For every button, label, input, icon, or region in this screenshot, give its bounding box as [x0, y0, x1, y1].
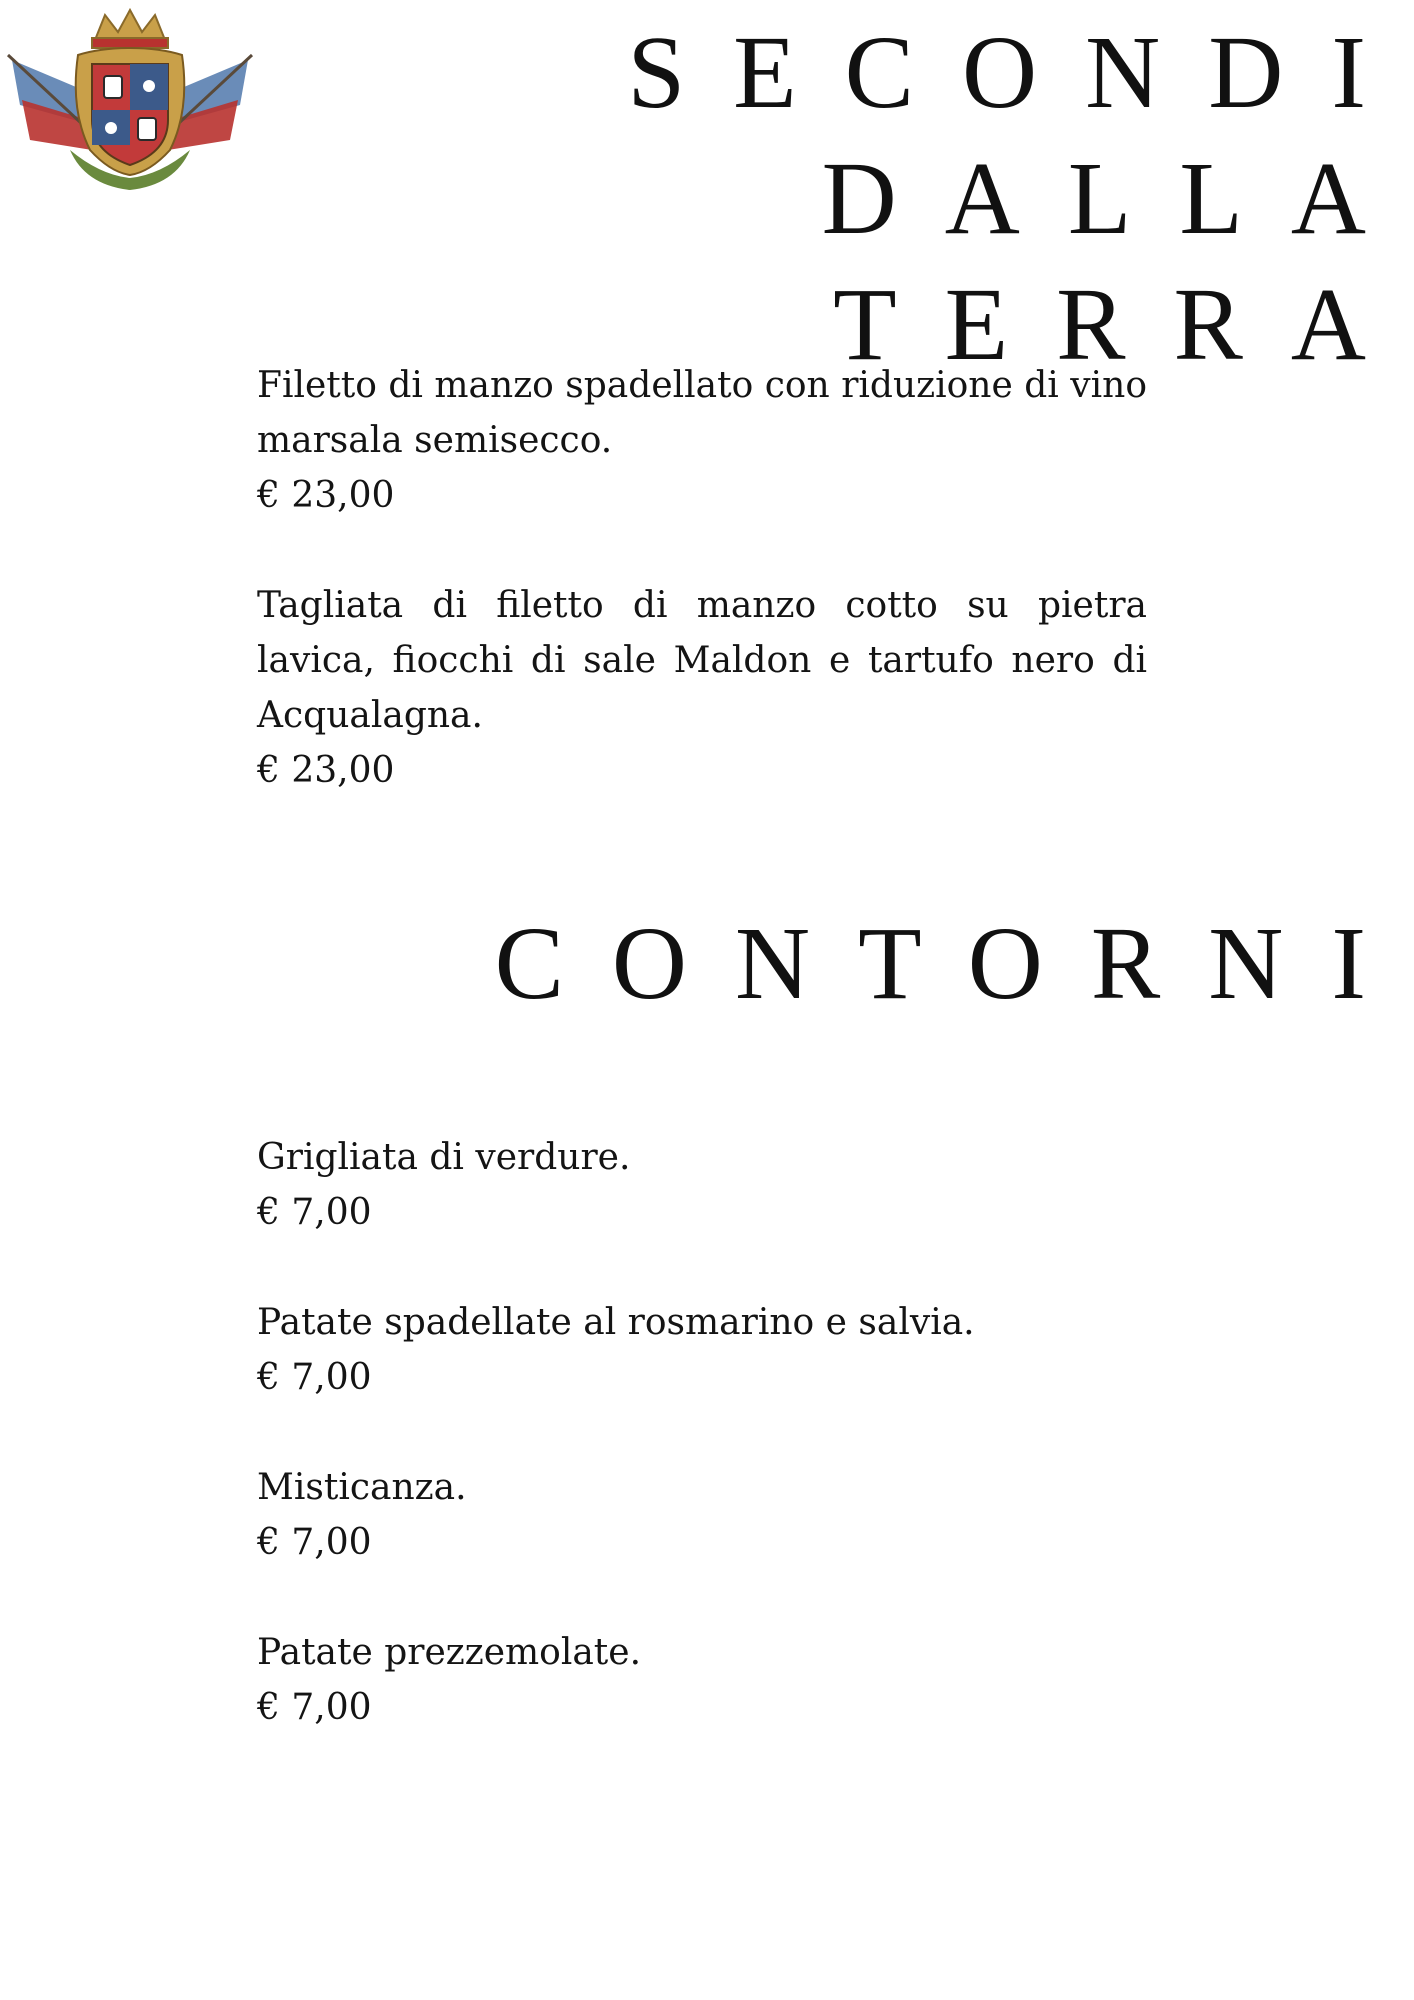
menu-item-description: Grigliata di verdure.: [257, 1137, 631, 1178]
menu-item-description: Tagliata di filetto di manzo cotto su pietra lavica, fiocchi di sale Maldon e tartufo nero di Acqualagna.: [257, 585, 1147, 736]
menu-item-price: € 23,00: [257, 750, 395, 791]
menu-item: [257, 1625, 1147, 1735]
menu-item-description: Patate prezzemolate.: [257, 1632, 642, 1673]
menu-item: [257, 1295, 1147, 1405]
section-heading-line: SECONDI DALLA TERRA: [627, 15, 1414, 382]
menu-item: [257, 578, 1147, 798]
menu-item-price: € 7,00: [257, 1357, 372, 1398]
menu-item: [257, 1460, 1147, 1570]
section-heading-contorni: [495, 901, 1414, 1027]
menu-item-price: € 7,00: [257, 1192, 372, 1233]
menu-item-price: € 7,00: [257, 1522, 372, 1563]
menu-item: [257, 358, 1147, 523]
menu-item-price: € 23,00: [257, 475, 395, 516]
section-heading-secondi-dalla-terra: [574, 10, 1414, 388]
menu-item-description: Filetto di manzo spadellato con riduzione di vino marsala semisecco.: [257, 365, 1147, 461]
coat-of-arms-icon: [0, 0, 260, 205]
section-heading-line: CONTORNI: [494, 906, 1414, 1021]
menu-list-secondi: [257, 358, 1147, 798]
menu-item: [257, 1130, 1147, 1240]
menu-list-contorni: [257, 1130, 1147, 1735]
menu-item-price: € 7,00: [257, 1687, 372, 1728]
menu-item-description: Patate spadellate al rosmarino e salvia.: [257, 1302, 975, 1343]
menu-item-description: Misticanza.: [257, 1467, 467, 1508]
